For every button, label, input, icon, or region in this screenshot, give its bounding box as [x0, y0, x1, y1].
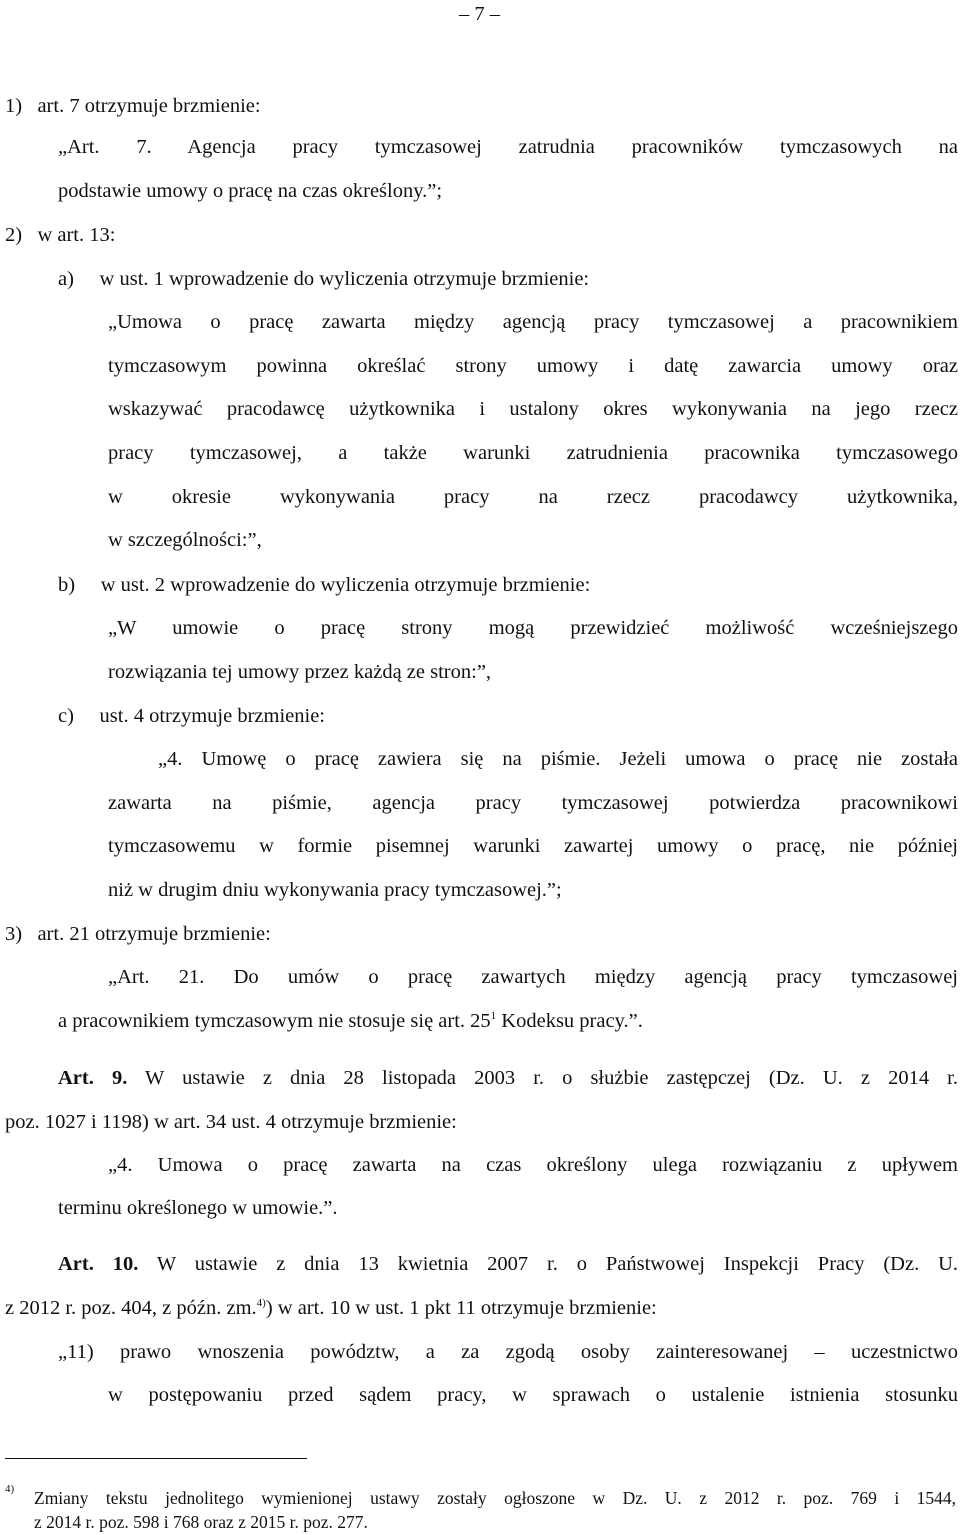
art-10-line-2: z 2012 r. poz. 404, z późn. zm.$^{4)}$) w art. 10 w ust. 1 pkt 11 otrzymuje brzmienie:	[5, 1297, 657, 1319]
quote-c-line-4: niż w drugim dniu wykonywania pracy tymczasowej.”;	[108, 879, 562, 901]
quote-c-line-1: „4. Umowę o pracę zawiera się na piśmie. Jeżeli umowa o pracę nie została	[158, 748, 958, 770]
quote-art-7-line-1: „Art. 7. Agencja pracy tymczasowej zatrudnia pracowników tymczasowych na	[58, 136, 958, 158]
quote-a-line-5: w okresie wykonywania pracy na rzecz pracodawcy użytkownika,	[108, 486, 958, 508]
art-9-line-1: Art. 9. W ustawie z dnia 28 listopada 2003 r. o służbie zastępczej (Dz. U. z 2014 r.	[58, 1067, 958, 1089]
art-10-heading: Art. 10.	[58, 1253, 139, 1275]
quote-b-line-2: rozwiązania tej umowy przez każdą ze stron:”,	[108, 661, 492, 683]
subitem-b: b) w ust. 2 wprowadzenie do wyliczenia otrzymuje brzmienie:	[58, 574, 591, 596]
art-9-quote-line-2: terminu określonego w umowie.”.	[58, 1197, 338, 1219]
superscript-1: 1	[490, 1010, 497, 1022]
quote-art-7-line-2: podstawie umowy o pracę na czas określony.”;	[58, 180, 443, 202]
subitem-c: c) ust. 4 otrzymuje brzmienie:	[58, 705, 325, 727]
footnote-separator	[5, 1458, 307, 1459]
subitem-a: a) w ust. 1 wprowadzenie do wyliczenia otrzymuje brzmienie:	[58, 268, 590, 290]
item-2: 2) w art. 13:	[5, 224, 116, 246]
art-9-line-2: poz. 1027 i 1198) w art. 34 ust. 4 otrzymuje brzmienie:	[5, 1111, 457, 1133]
quote-b-line-1: „W umowie o pracę strony mogą przewidzieć możliwość wcześniejszego	[108, 617, 958, 639]
art-10-line-1: Art. 10. W ustawie z dnia 13 kwietnia 2007 r. o Państwowej Inspekcji Pracy (Dz. U.	[58, 1253, 958, 1275]
quote-a-line-3: wskazywać pracodawcę użytkownika i ustalony okres wykonywania na jego rzecz	[108, 398, 958, 420]
quote-art-21-line-1: „Art. 21. Do umów o pracę zawartych między agencją pracy tymczasowej	[108, 966, 958, 988]
item-3: 3) art. 21 otrzymuje brzmienie:	[5, 923, 271, 945]
art-9-heading: Art. 9.	[58, 1067, 128, 1089]
footnote-ref-4: 4)	[256, 1297, 266, 1309]
footnote-line-1: Zmiany tekstu jednolitego wymienionej ustawy zostały ogłoszone w Dz. U. z 2012 r. poz. 769 i 1544,	[34, 1488, 956, 1508]
quote-c-line-2: zawarta na piśmie, agencja pracy tymczasowej potwierdza pracownikowi	[108, 792, 958, 814]
quote-a-line-4: pracy tymczasowej, a także warunki zatrudnienia pracownika tymczasowego	[108, 442, 958, 464]
footnote-line-2: z 2014 r. poz. 598 i 768 oraz z 2015 r. poz. 277.	[34, 1512, 368, 1532]
quote-a-line-2: tymczasowym powinna określać strony umowy i datę zawarcia umowy oraz	[108, 355, 958, 377]
quote-a-line-1: „Umowa o pracę zawarta między agencją pracy tymczasowej a pracownikiem	[108, 311, 958, 333]
art-10-quote-line-1: „11) prawo wnoszenia powództw, a za zgodą osoby zainteresowanej – uczestnictwo	[58, 1341, 958, 1363]
item-1: 1) art. 7 otrzymuje brzmienie:	[5, 95, 261, 117]
quote-c-line-3: tymczasowemu w formie pisemnej warunki zawartej umowy o pracę, nie później	[108, 835, 958, 857]
footnote-marker: 4)	[5, 1483, 15, 1495]
quote-a-line-6: w szczególności:”,	[108, 529, 262, 551]
quote-art-21-line-2: a pracownikiem tymczasowym nie stosuje się art. $25^1$ Kodeksu pracy.”.	[58, 1010, 643, 1032]
page-number: – 7 –	[459, 3, 500, 25]
art-9-quote-line-1: „4. Umowa o pracę zawarta na czas określony ulega rozwiązaniu z upływem	[108, 1154, 958, 1176]
art-10-quote-line-2: w postępowaniu przed sądem pracy, w sprawach o ustalenie istnienia stosunku	[108, 1384, 958, 1406]
